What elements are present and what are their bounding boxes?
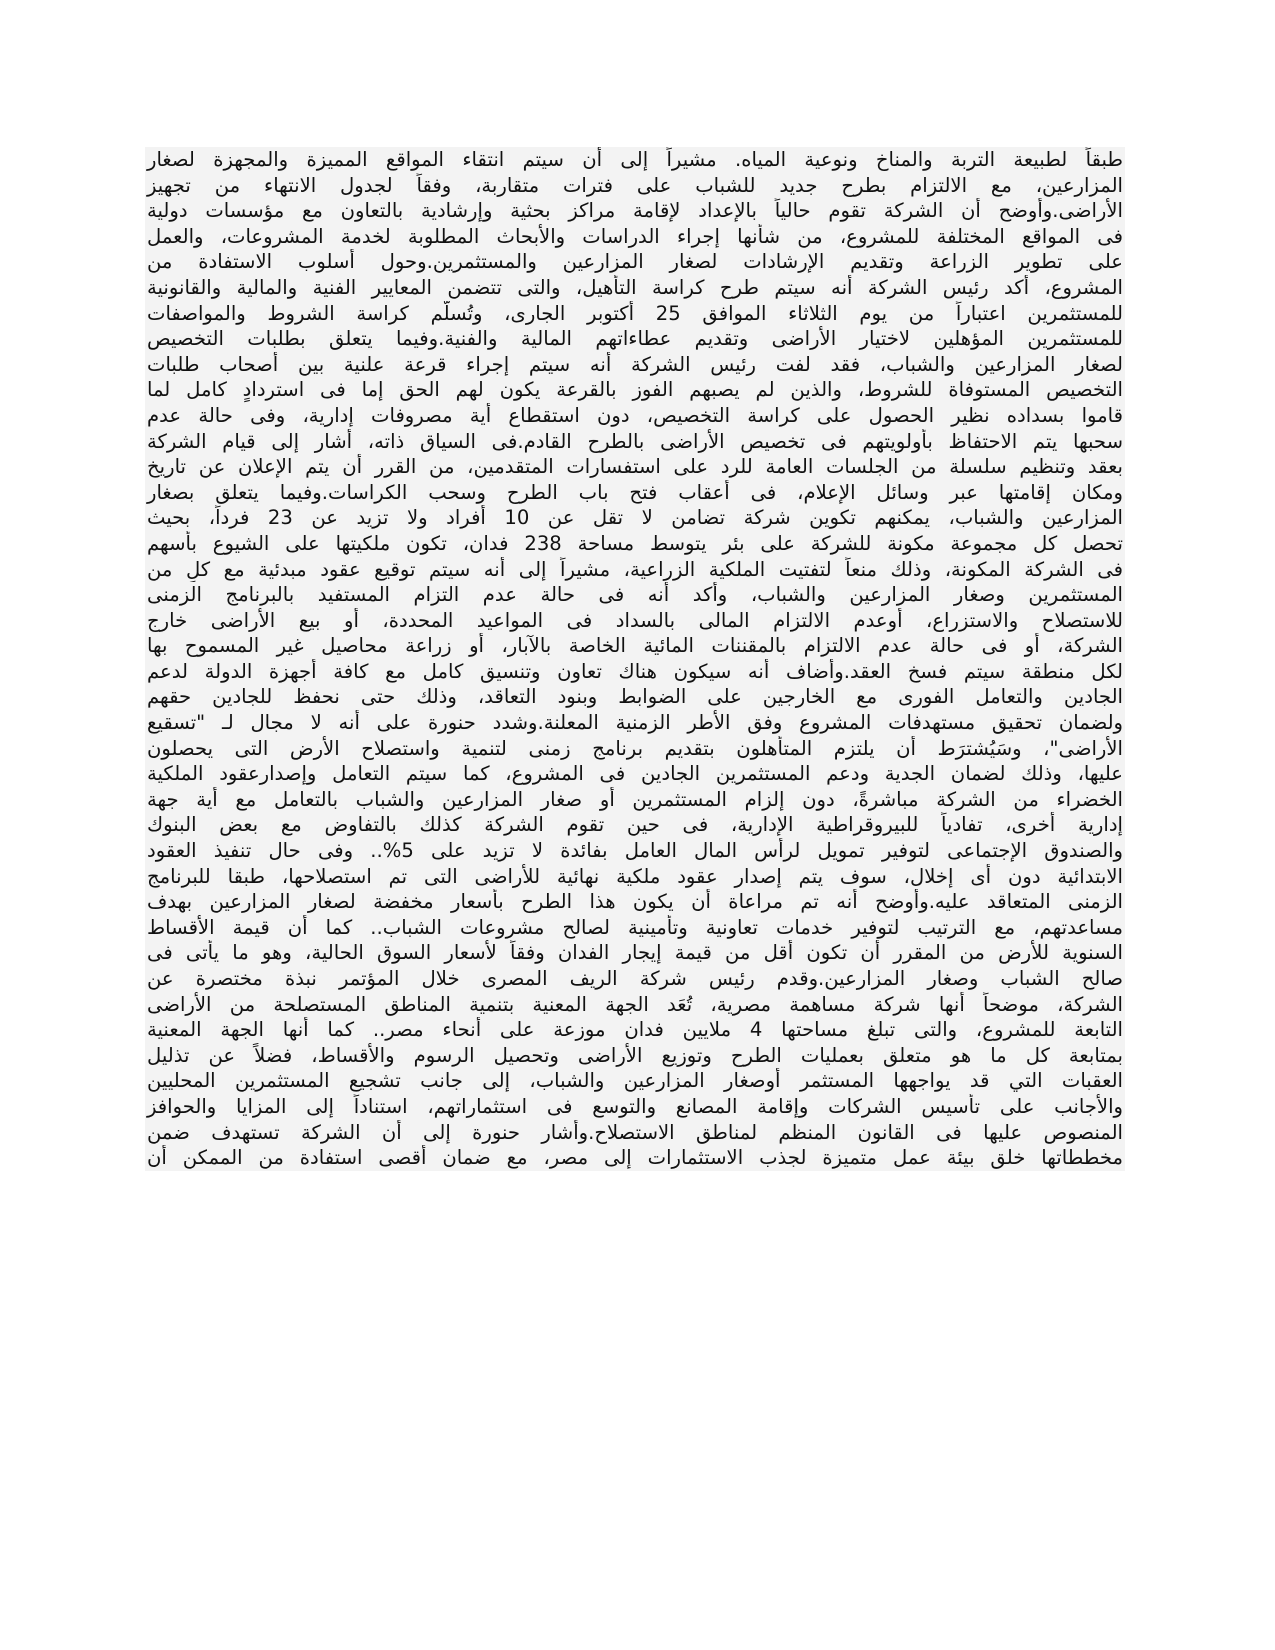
text-line: الزمنى المتعاقد عليه.وأوضح أنه تم مراعاة أن يكون هذا الطرح بأسعار مخفضة لصغار المزارعين بهدف	[147, 890, 1123, 914]
text-line: طبقاً لطبيعة التربة والمناخ ونوعية المياه. مشيراً إلى أن سيتم انتقاء المواقع المميزة والمجهزة لصغار	[147, 148, 1123, 171]
text-line: المزارعين، مع الالتزام بطرح جديد للشباب على فترات متقاربة، وفقاً لجدول الانتهاء من تجهيز	[147, 173, 1123, 197]
text-line: لصغار المزارعين والشباب، فقد لفت رئيس الشركة أنه سيتم إجراء قرعة علنية بين أصحاب طلبات	[147, 352, 1123, 376]
text-line: الشركة، أو فى حالة عدم الالتزام بالمقننات المائية الخاصة بالآبار، أو زراعة محاصيل غير المسموح بها	[147, 634, 1123, 658]
text-line: تحصل كل مجموعة مكونة للشركة على بئر يتوسط مساحة 238 فدان، تكون ملكيتها على الشيوع بأسهم	[147, 531, 1124, 555]
text-line: التابعة للمشروع، والتى تبلغ مساحتها 4 ملايين فدان موزعة على أنحاء مصر.. كما أنها الجهة المعنية	[147, 1018, 1123, 1042]
text-line: فى المواقع المختلفة للمشروع، من شأنها إجراء الدراسات والأبحاث المطلوبة لخدمة المشروعات، والعمل	[147, 224, 1123, 248]
text-line: للمستثمرين المؤهلين لاختيار الأراضى وتقديم عطاءاتهم المالية والفنية.وفيما يتعلق بطلبات التخصيص	[147, 327, 1123, 351]
text-line: صالح الشباب وصغار المزارعين.وقدم رئيس شركة الريف المصرى خلال المؤتمر نبذة مختصرة عن	[147, 967, 1123, 990]
text-line: السنوية للأرض من المقرر أن تكون أقل من قيمة إيجار الفدان وفقاً لأسعار السوق الحالية، وهو ما يأتى فى	[147, 941, 1123, 965]
text-line: الابتدائية دون أى إخلال، سوف يتم إصدار عقود ملكية نهائية للأراضى التى تم استصلاحها، طبقا للبرنامج	[147, 864, 1123, 888]
text-line: للمستثمرين اعتباراً من يوم الثلاثاء الموافق 25 أكتوبر الجارى، وتُسلّم كراسة الشروط والمواصفات	[147, 301, 1124, 325]
text-line: ولضمان تحقيق مستهدفات المشروع وفق الأطر الزمنية المعلنة.وشدد حنورة على أنه لا مجال لـ "تسقيع	[147, 711, 1123, 735]
text-line: عليها، وذلك لضمان الجدية ودعم المستثمرين الجادين فى المشروع، كما سيتم التعامل وإصدارعقود الملكية	[147, 762, 1123, 786]
text-line: للاستصلاح والاستزراع، أوعدم الالتزام المالى بالسداد فى المواعيد المحددة، أو بيع الأراضى خارج	[147, 608, 1123, 632]
text-line: سحبها يتم الاحتفاظ بأولويتهم فى تخصيص الأراضى بالطرح القادم.فى السياق ذاته، أشار إلى قيام الشركة	[147, 429, 1123, 453]
text-line: المستثمرين وصغار المزارعين والشباب، وأكد أنه فى حالة عدم التزام المستفيد بالبرنامج الزمنى	[147, 583, 1123, 607]
text-line: والأجانب على تأسيس الشركات وإقامة المصانع والتوسع فى استثماراتهم، استناداً إلى المزايا والحوافز	[147, 1094, 1123, 1118]
text-line: الأراضى.وأوضح أن الشركة تقوم حالياً بالإعداد لإقامة مراكز بحثية وإرشادية بالتعاون مع مؤسسات دولية	[147, 199, 1123, 223]
text-line: مساعدتهم، مع الترتيب لتوفير خدمات تعاونية وتأمينية لصالح مشروعات الشباب.. كما أن قيمة الأقساط	[147, 915, 1123, 939]
text-line: المزارعين والشباب، يمكنهم تكوين شركة تضامن لا تقل عن 10 أفراد ولا تزيد عن 23 فرداً، بحيث	[145, 505, 1125, 531]
text-line: الخضراء من الشركة مباشرةً، دون إلزام المستثمرين أو صغار المزارعين والشباب بالتعامل مع أية جهة	[147, 787, 1123, 811]
text-line: ومكان إقامتها عبر وسائل الإعلام، فى أعقاب فتح باب الطرح وسحب الكراسات.وفيما يتعلق بصغار	[147, 480, 1123, 504]
text-line: بمتابعة كل ما هو متعلق بعمليات الطرح وتوزيع الأراضى وتحصيل الرسوم والأقساط، فضلاً عن تذليل	[147, 1043, 1123, 1067]
text-line: على تطوير الزراعة وتقديم الإرشادات لصغار المزارعين والمستثمرين.وحول أسلوب الاستفادة من	[147, 250, 1123, 274]
article-body	[145, 147, 1125, 1171]
text-line: التخصيص المستوفاة للشروط، والذين لم يصبهم الفوز بالقرعة يكون لهم الحق إما فى استردادٍ كامل لما	[147, 378, 1123, 402]
text-line: المنصوص عليها فى القانون المنظم لمناطق الاستصلاح.وأشار حنورة إلى أن الشركة تستهدف ضمن	[147, 1120, 1123, 1144]
text-line: مخططاتها خلق بيئة عمل متميزة لجذب الاستثمارات إلى مصر، مع ضمان أقصى استفادة من الممكن أن	[147, 1146, 1123, 1170]
text-line: العقبات التي قد يواجهها المستثمر أوصغار المزارعين والشباب، إلى جانب تشجيع المستثمرين المحليين	[147, 1069, 1123, 1093]
text-line: لكل منطقة سيتم فسخ العقد.وأضاف أنه سيكون هناك تعاون وتنسيق كامل مع كافة أجهزة الدولة لدعم	[147, 659, 1123, 683]
text-line: الجادين والتعامل الفورى مع الخارجين على الضوابط وبنود التعاقد، وذلك حتى نحفظ للجادين حقهم	[147, 685, 1123, 709]
text-line: والصندوق الإجتماعى لتوفير تمويل لرأس المال العامل بفائدة لا تزيد على 5%.. وفى حال تنفيذ العقود	[147, 839, 1123, 863]
text-line: فى الشركة المكونة، وذلك منعاً لتفتيت الملكية الزراعية، مشيراً إلى أنه سيتم توقيع عقود مبدئية مع كلٍ من	[147, 557, 1123, 581]
text-line: الشركة، موضحاً أنها شركة مساهمة مصرية، تُعَد الجهة المعنية بتنمية المناطق المستصلحة من الأراضى	[147, 992, 1123, 1016]
text-line: بعقد وتنظيم سلسلة من الجلسات العامة للرد على استفسارات المتقدمين، من القرر أن يتم الإعلان عن تاريخ	[147, 455, 1123, 479]
text-line: الأراضى"، وسَيُشترَط أن يلتزم المتأهلون بتقديم برنامج زمنى لتنمية واستصلاح الأرض التى يحصلون	[147, 736, 1123, 760]
text-line: إدارية أخرى، تفادياً للبيروقراطية الإدارية، فى حين تقوم الشركة كذلك بالتفاوض مع بعض البنوك	[147, 813, 1123, 837]
text-line: المشروع، أكد رئيس الشركة أنه سيتم طرح كراسة التأهيل، والتى تتضمن المعايير الفنية والمالية والقانونية	[147, 275, 1123, 299]
text-line: قاموا بسداده نظير الحصول على كراسة التخصيص، دون استقطاع أية مصروفات إدارية، وفى حالة عدم	[147, 403, 1123, 427]
